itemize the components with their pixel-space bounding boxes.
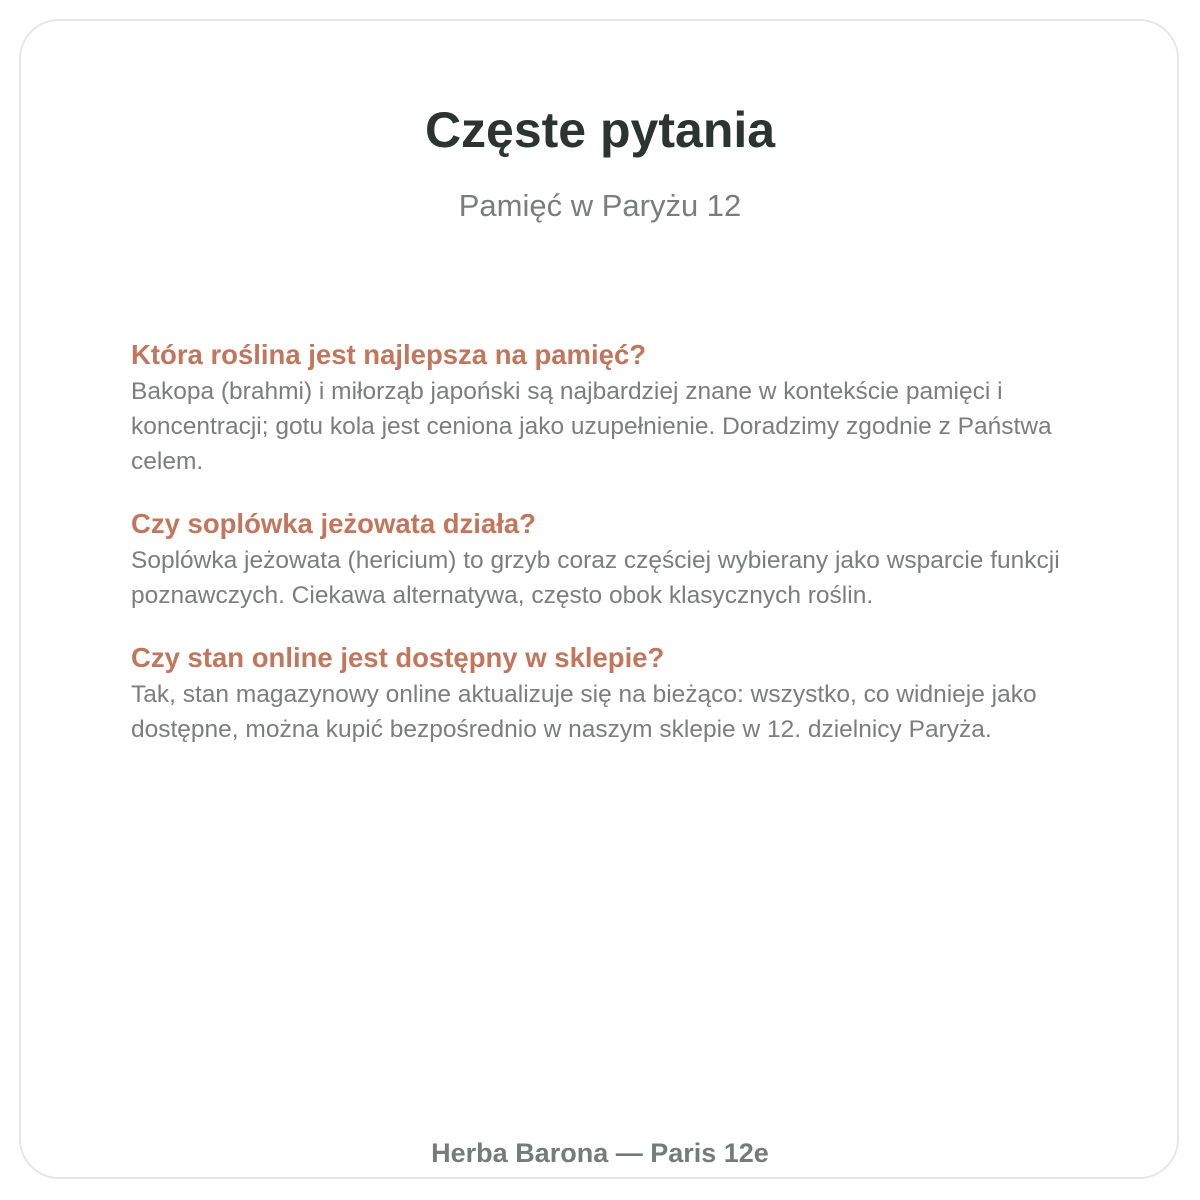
page-subtitle: Pamięć w Paryżu 12 xyxy=(458,188,742,223)
page-title: Częste pytania xyxy=(424,102,776,158)
faq-question: Która roślina jest najlepsza na pamięć? xyxy=(131,339,647,370)
faq-item-3 xyxy=(131,639,1121,747)
faq-question: Czy soplówka jeżowata działa? xyxy=(131,508,536,539)
footer-brand: Herba Barona — Paris 12e xyxy=(431,1138,769,1168)
faq-question: Czy stan online jest dostępny w sklepie? xyxy=(131,642,665,673)
faq-item-2 xyxy=(131,505,1121,613)
faq-answer: Soplówka jeżowata (hericium) to grzyb coraz częściej wybierany jako wsparcie funkcji poznawczych. Ciekawa alternatywa, często obok klasycznych roślin. xyxy=(131,547,1060,609)
faq-answer: Bakopa (brahmi) i miłorząb japoński są najbardziej znane w kontekście pamięci i koncentracji; gotu kola jest ceniona jako uzupełnienie. Doradzimy zgodnie z Państwa celem. xyxy=(131,378,1052,475)
faq-answer: Tak, stan magazynowy online aktualizuje się na bieżąco: wszystko, co widnieje jako dostępne, można kupić bezpośrednio w naszym sklepie w 12. dzielnicy Paryża. xyxy=(131,681,1037,743)
faq-item-1 xyxy=(131,336,1121,479)
faq-list xyxy=(131,336,1121,773)
